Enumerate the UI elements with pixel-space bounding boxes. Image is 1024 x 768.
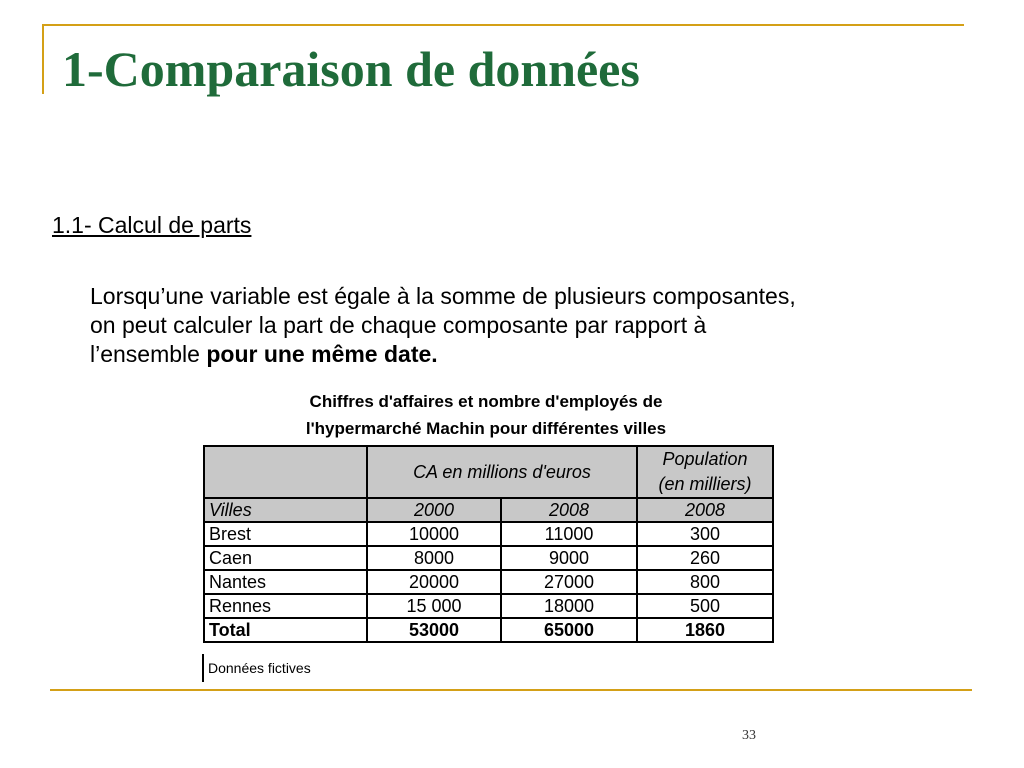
table-row	[204, 546, 773, 570]
cell-pop-2008: 260	[637, 546, 773, 570]
total-pop-2008: 1860	[637, 618, 773, 642]
header-2008-pop: 2008	[637, 498, 773, 522]
header-population-line-2: (en milliers)	[658, 474, 752, 494]
total-ca-2000: 53000	[367, 618, 501, 642]
table-title-line-2: l'hypermarché Machin pour différentes villes	[305, 419, 667, 438]
frame-top-line	[42, 24, 964, 26]
slide-title: 1-Comparaison de données	[62, 41, 640, 97]
table-header-row-2	[204, 498, 773, 522]
table-title-line-1: Chiffres d'affaires et nombre d'employés de	[309, 392, 663, 411]
table-total-row	[204, 618, 773, 642]
source-note: Données fictives	[208, 660, 311, 676]
header-villes: Villes	[204, 498, 367, 522]
cell-ville: Nantes	[204, 570, 367, 594]
header-population	[637, 446, 773, 498]
frame-left-line	[42, 24, 44, 94]
header-population-line-1: Population	[662, 449, 748, 469]
table-title	[203, 388, 769, 442]
header-empty-cell	[204, 446, 367, 498]
cell-pop-2008: 500	[637, 594, 773, 618]
cell-ca-2008: 18000	[501, 594, 637, 618]
cell-pop-2008: 800	[637, 570, 773, 594]
table-row	[204, 570, 773, 594]
frame-bottom-line	[50, 689, 972, 691]
cell-ville: Brest	[204, 522, 367, 546]
body-paragraph	[90, 282, 980, 369]
cell-ca-2008: 27000	[501, 570, 637, 594]
cell-ca-2000: 8000	[367, 546, 501, 570]
cell-ville: Rennes	[204, 594, 367, 618]
paragraph-line-3	[90, 340, 980, 369]
cell-ca-2000: 20000	[367, 570, 501, 594]
table-row	[204, 522, 773, 546]
total-label: Total	[204, 618, 367, 642]
cell-ca-2008: 9000	[501, 546, 637, 570]
note-left-border	[202, 654, 204, 682]
table-row	[204, 594, 773, 618]
table-header-row-1	[204, 446, 773, 498]
paragraph-line-2: on peut calculer la part de chaque composante par rapport à	[90, 312, 707, 338]
cell-ca-2000: 10000	[367, 522, 501, 546]
paragraph-line-1: Lorsqu’une variable est égale à la somme de plusieurs composantes,	[90, 283, 796, 309]
cell-ville: Caen	[204, 546, 367, 570]
header-ca: CA en millions d'euros	[367, 446, 637, 498]
cell-ca-2000: 15 000	[367, 594, 501, 618]
cell-ca-2008: 11000	[501, 522, 637, 546]
paragraph-line-3-normal: l’ensemble	[90, 341, 207, 367]
data-table	[203, 445, 774, 643]
header-2008-ca: 2008	[501, 498, 637, 522]
total-ca-2008: 65000	[501, 618, 637, 642]
cell-pop-2008: 300	[637, 522, 773, 546]
page-number: 33	[742, 728, 756, 743]
header-2000: 2000	[367, 498, 501, 522]
section-heading: 1.1- Calcul de parts	[52, 212, 252, 238]
paragraph-line-3-bold: pour une même date.	[206, 341, 438, 367]
